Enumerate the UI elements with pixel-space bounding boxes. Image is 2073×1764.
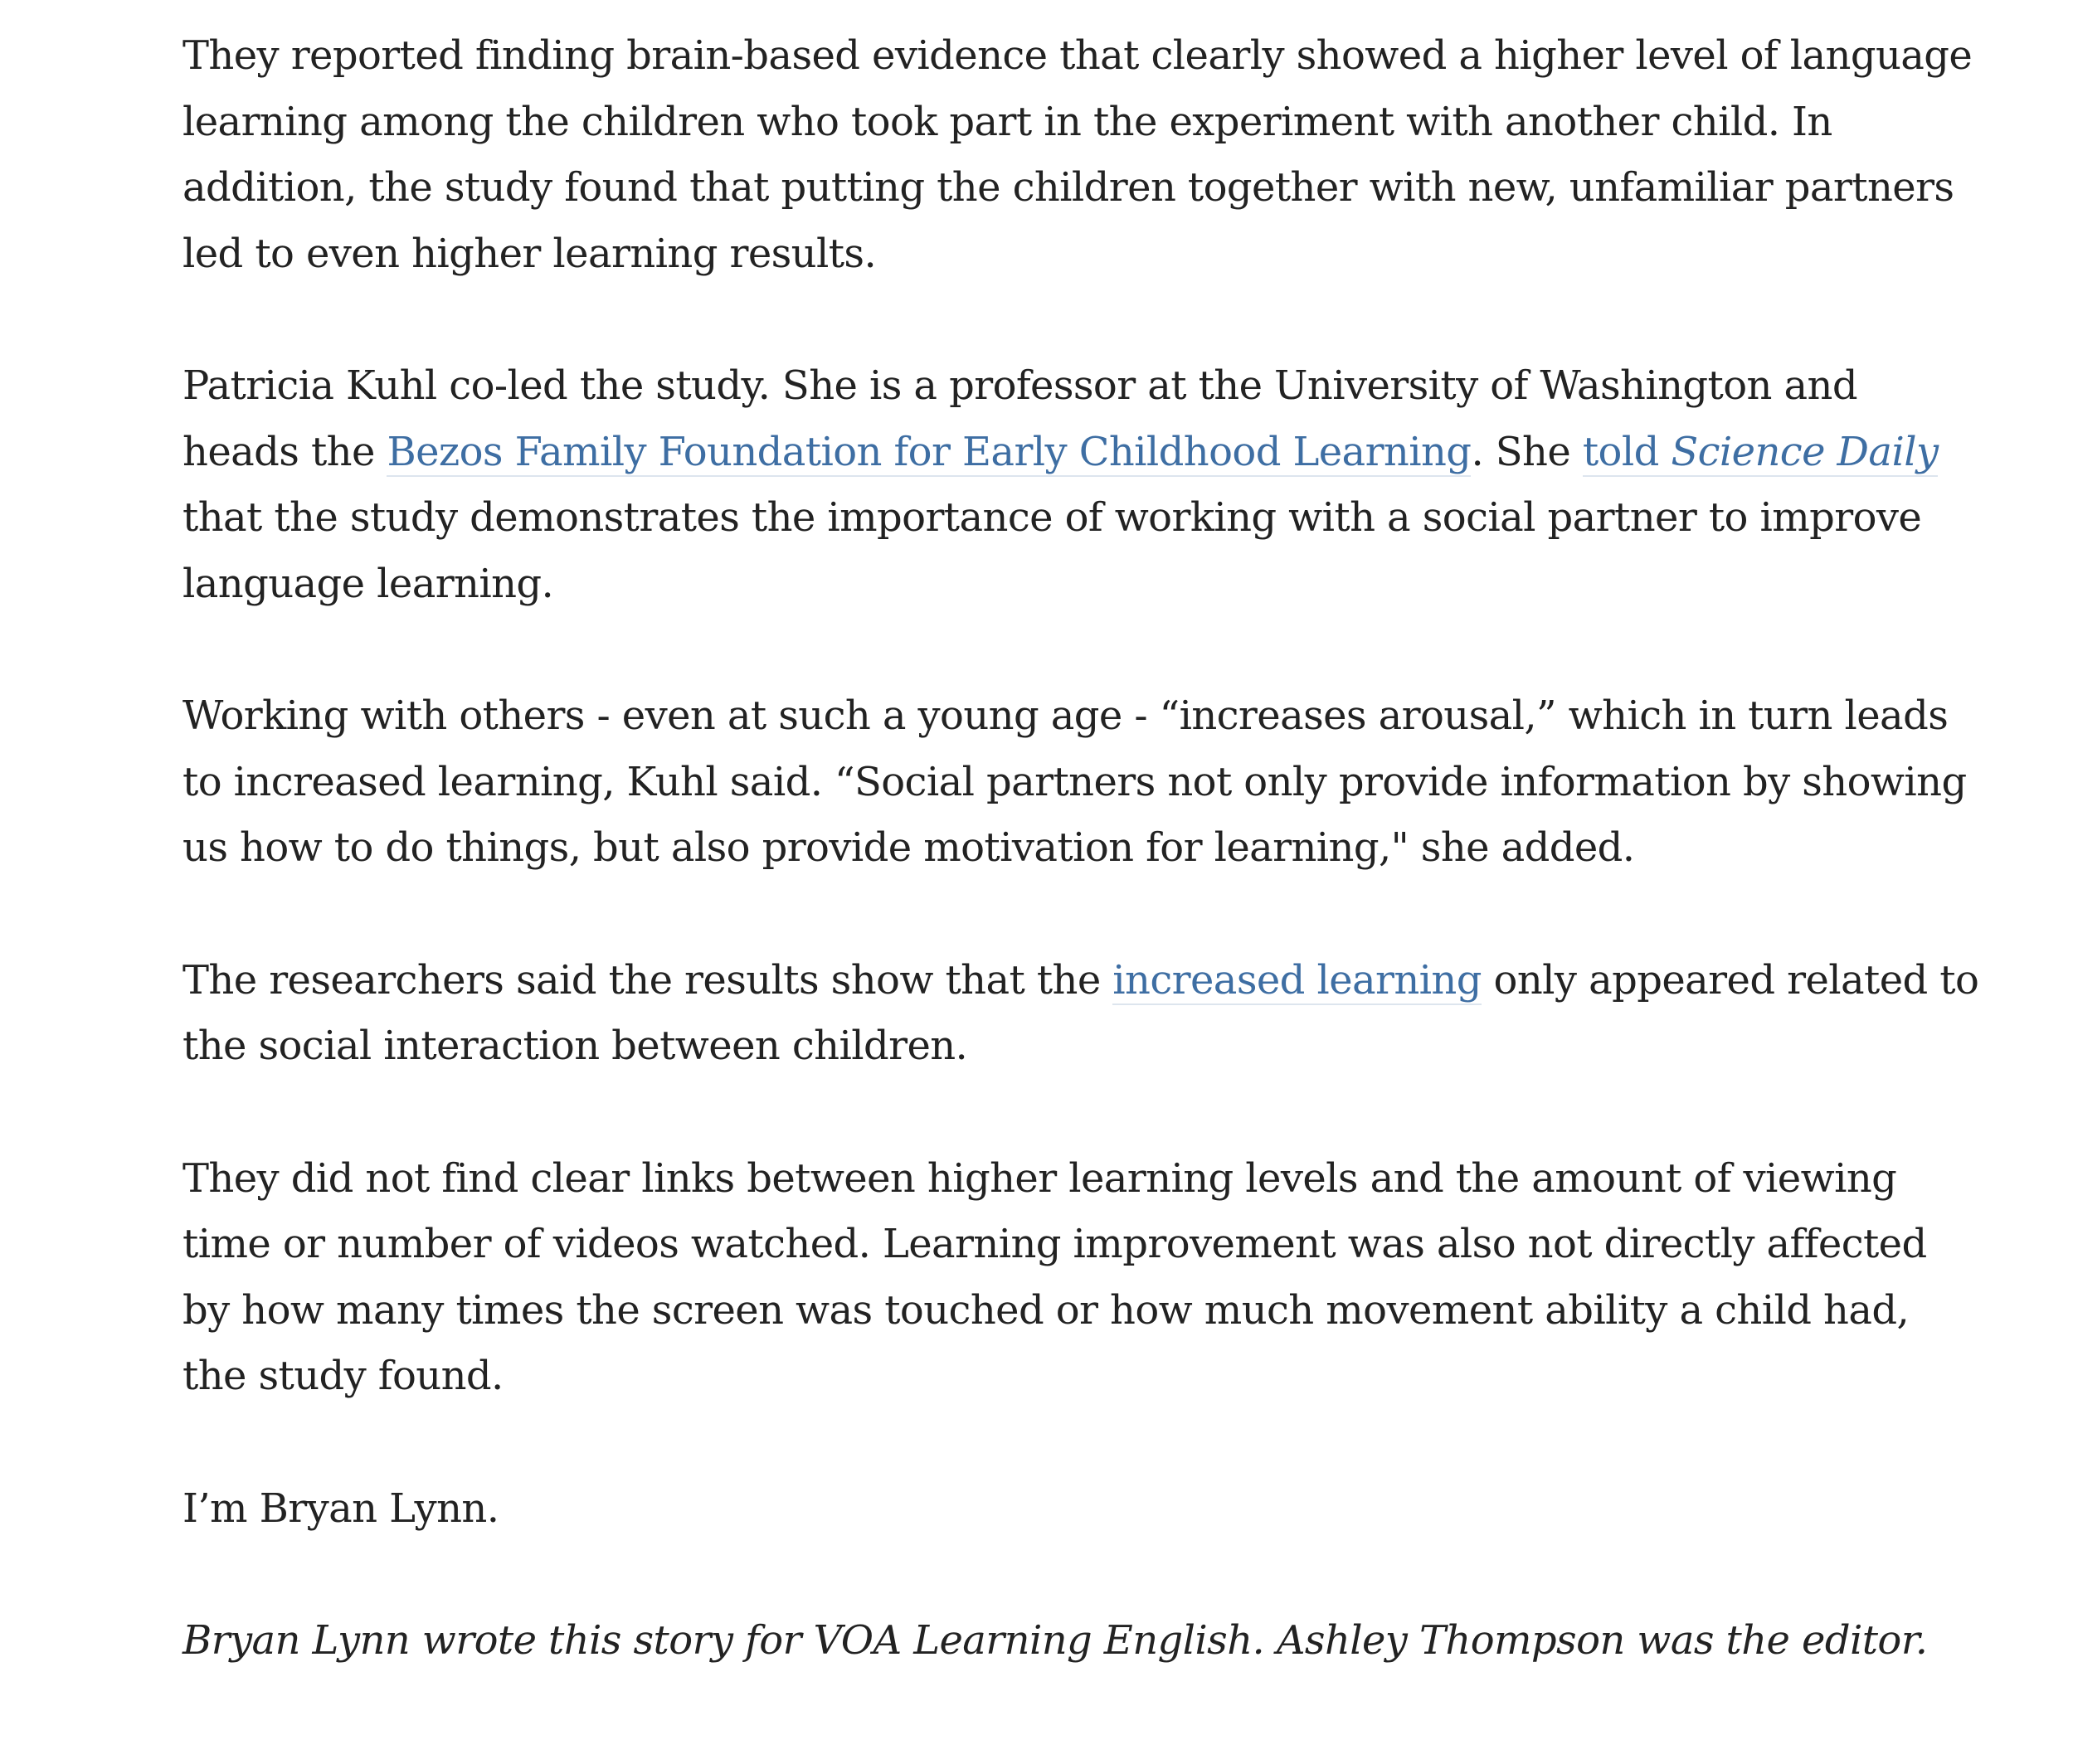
paragraph-text: Patricia Kuhl co-led the study. She is a professor at the University of Washington and heads the	[182, 362, 1857, 475]
link-bezos-foundation[interactable]: Bezos Family Foundation for Early Childhood Learning	[387, 428, 1472, 475]
paragraph-researchers	[182, 948, 1983, 1080]
paragraph-signoff: I’m Bryan Lynn.	[182, 1485, 499, 1532]
author-credit: Bryan Lynn wrote this story for VOA Learning English. Ashley Thompson was the editor.	[182, 1617, 1928, 1664]
paragraph-text: only appeared related to the social interaction between children.	[182, 956, 1979, 1069]
paragraph-kuhl	[182, 353, 1983, 617]
paragraph-no-clear-links: They did not find clear links between higher learning levels and the amount of viewing time or number of videos watched. Learning improvement was also not directly affected by how many times the screen was touched or how much movement ability a child had, the study found.	[182, 1154, 1927, 1399]
link-text: told	[1582, 428, 1672, 475]
link-science-daily[interactable]	[1583, 429, 1939, 477]
paragraph-text: The researchers said the results show that the	[182, 956, 1113, 1003]
paragraph-social-partners: Working with others - even at such a young age - “increases arousal,” which in turn leads to increased learning, Kuhl said. “Social partners not only provide information by showing us how to do things, but also provide motivation for learning," she added.	[182, 692, 1967, 871]
paragraph-text: that the study demonstrates the importance of working with a social partner to improve language learning.	[182, 494, 1922, 607]
article-body	[182, 23, 1983, 1674]
paragraph-text: . She	[1471, 428, 1583, 475]
link-italic-text: Science Daily	[1671, 428, 1939, 475]
link-increased-learning[interactable]: increased learning	[1112, 956, 1482, 1003]
paragraph-study-findings: They reported finding brain-based evidence that clearly showed a higher level of language learning among the children who took part in the experiment with another child. In addition, the study found that putting the children together with new, unfamiliar partners led to even higher learning results.	[182, 32, 1973, 277]
